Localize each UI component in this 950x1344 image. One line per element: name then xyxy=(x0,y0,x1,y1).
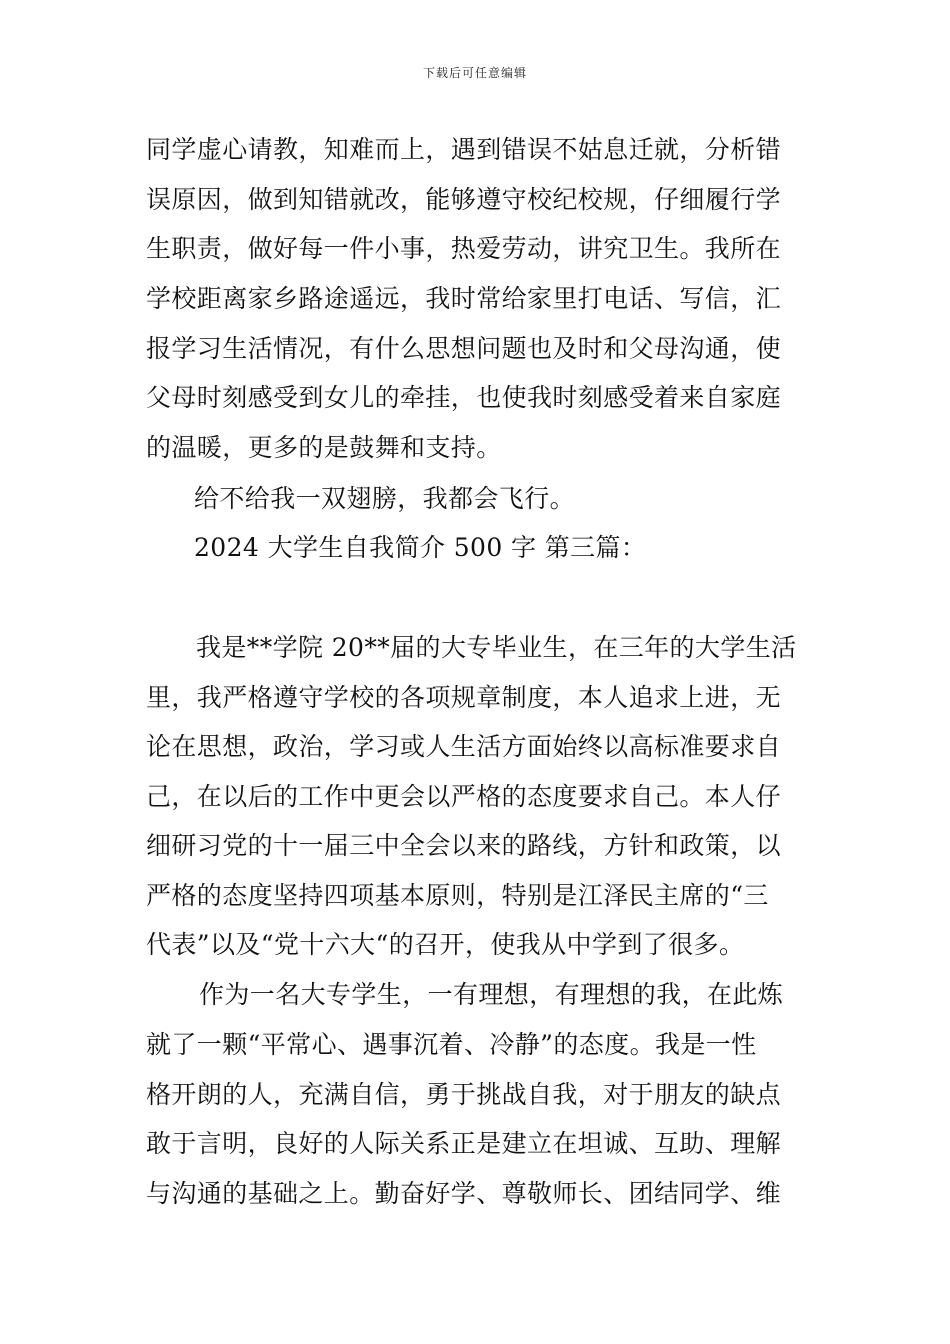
text-line: 的温暖，更多的是鼓舞和支持。 xyxy=(146,433,502,462)
page-header: 下载后可任意编辑 xyxy=(422,66,527,80)
text-line: 作为一名大专学生，一有理想，有理想的我，在此炼 xyxy=(199,980,784,1009)
text-line: 同学虚心请教，知难而上，遇到错误不姑息迁就，分析错 xyxy=(146,135,782,164)
section-heading: 2024 大学生自我简介 500 字 第三篇： xyxy=(194,533,647,562)
text-line: 己，在以后的工作中更会以严格的态度要求自己。本人仔 xyxy=(146,782,782,811)
text-line: 里，我严格遵守学校的各项规章制度，本人追求上进，无 xyxy=(146,683,782,712)
text-line: 生职责，做好每一件小事，热爱劳动，讲究卫生。我所在 xyxy=(146,234,782,263)
text-line: 与沟通的基础之上。勤奋好学、尊敬师长、团结同学、维 xyxy=(146,1179,782,1208)
text-line: 细研习党的十一届三中全会以来的路线，方针和政策，以 xyxy=(146,831,782,860)
text-line: 格开朗的人，充满自信，勇于挑战自我，对于朋友的缺点 xyxy=(146,1080,782,1109)
text-line: 论在思想，政治，学习或人生活方面始终以高标准要求自 xyxy=(146,732,782,761)
text-line: 学校距离家乡路途遥远，我时常给家里打电话、写信，汇 xyxy=(146,284,782,313)
text-line: 敢于言明，良好的人际关系正是建立在坦诚、互助、理解 xyxy=(146,1129,782,1158)
text-line: 报学习生活情况，有什么思想问题也及时和父母沟通，使 xyxy=(146,334,782,363)
text-line: 给不给我一双翅膀，我都会飞行。 xyxy=(194,484,576,513)
text-line: 我是**学院 20**届的大专毕业生，在三年的大学生活 xyxy=(196,633,797,662)
text-line: 代表”以及“党十六大“的召开，使我从中学到了很多。 xyxy=(146,930,745,959)
text-line: 误原因，做到知错就改，能够遵守校纪校规，仔细履行学 xyxy=(146,185,782,214)
text-line: 严格的态度坚持四项基本原则，特别是江泽民主席的“三 xyxy=(146,881,769,910)
text-line: 就了一颗“平常心、遇事沉着、冷静”的态度。我是一性 xyxy=(146,1030,757,1059)
text-line: 父母时刻感受到女儿的牵挂，也使我时刻感受着来自家庭 xyxy=(146,383,782,412)
